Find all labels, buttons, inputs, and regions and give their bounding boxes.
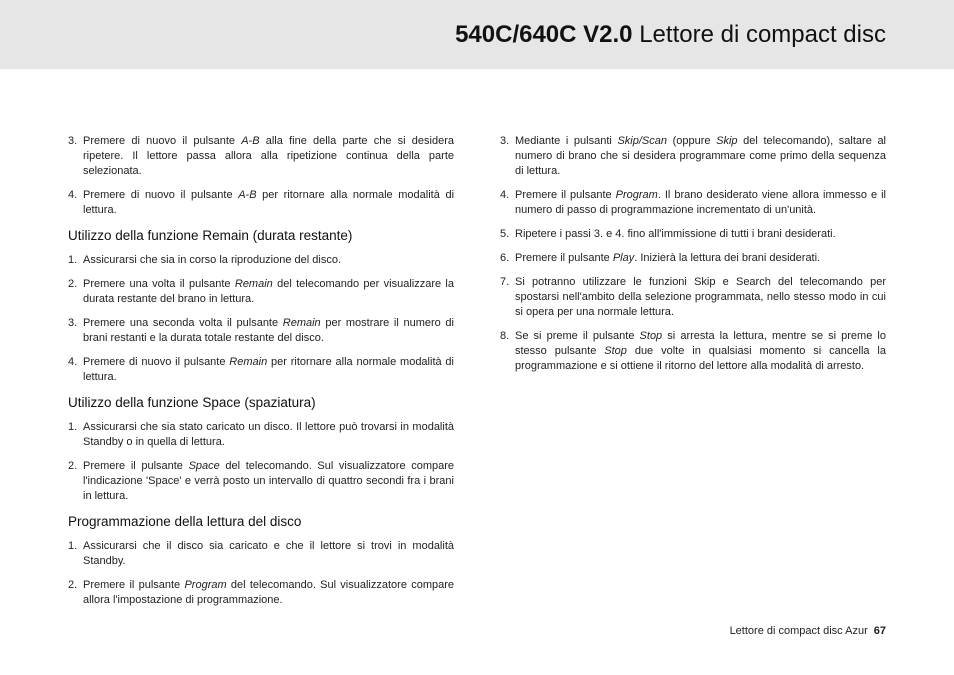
item-text <box>83 420 454 450</box>
title-text: Lettore di compact disc <box>639 21 886 48</box>
text-segment: Assicurarsi che sia in corso la riproduzione del disco. <box>83 254 342 266</box>
button-name: Stop <box>639 330 663 342</box>
button-name: Space <box>188 460 220 472</box>
button-name: Skip/Scan <box>617 135 667 147</box>
text-segment: del telecomando per visualizzare la durata restante del brano in lettura. <box>83 278 454 305</box>
text-segment: Mediante i pulsanti <box>515 135 618 147</box>
list-item <box>68 134 454 179</box>
item-text <box>515 275 886 320</box>
list-item <box>500 227 886 242</box>
item-number: 2. <box>68 460 78 472</box>
item-number: 8. <box>500 330 510 342</box>
list-item <box>68 355 454 385</box>
list-item <box>500 251 886 266</box>
text-segment: Premere il pulsante <box>83 460 189 472</box>
item-text <box>83 355 454 385</box>
item-text <box>515 251 886 266</box>
left-column <box>68 134 454 617</box>
item-number: 1. <box>68 540 78 552</box>
item-number: 2. <box>68 278 78 290</box>
text-segment: Premere di nuovo il pulsante <box>83 356 230 368</box>
button-name: Remain <box>229 356 268 368</box>
text-segment: del telecomando. Sul visualizzatore compare l'indicazione 'Space' e verrà posto un intervallo di quattro secondi fra i brani in lettura. <box>83 460 454 502</box>
button-name: Skip <box>716 135 738 147</box>
text-segment: per ritornare alla normale modalità di lettura. <box>83 189 455 216</box>
list-item <box>68 539 454 569</box>
text-segment: del telecomando. Sul visualizzatore compare allora l'impostazione di programmazione. <box>83 579 455 606</box>
text-segment: Premere di nuovo il pulsante <box>83 189 239 201</box>
list-item <box>500 275 886 320</box>
item-text <box>515 329 886 374</box>
item-number: 2. <box>68 579 78 591</box>
text-segment: Premere una volta il pulsante <box>83 278 235 290</box>
button-name: Remain <box>282 317 321 329</box>
list-item <box>68 316 454 346</box>
list-item <box>68 459 454 504</box>
button-name: Program <box>615 189 658 201</box>
item-number: 1. <box>68 254 78 266</box>
model-name: 540C/640C V2.0 <box>455 21 633 48</box>
section-heading: Programmazione della lettura del disco <box>68 514 302 529</box>
text-segment: Premere il pulsante <box>515 189 616 201</box>
item-text <box>515 134 886 179</box>
text-segment: Premere il pulsante <box>515 252 613 264</box>
item-number: 3. <box>500 135 510 147</box>
item-number: 3. <box>68 135 78 147</box>
text-segment: . Il brano desiderato viene allora immesso e il numero di passo di programmazione incrementato di un'unità. <box>515 189 886 216</box>
page-footer <box>730 624 886 639</box>
item-text <box>83 459 454 504</box>
item-number: 5. <box>500 228 510 240</box>
item-number: 3. <box>68 317 78 329</box>
list-item <box>500 134 886 179</box>
text-segment: per mostrare il numero di brani restanti e la durata totale restante del disco. <box>83 317 454 344</box>
item-text <box>83 539 454 569</box>
item-text <box>83 578 454 608</box>
item-number: 1. <box>68 421 78 433</box>
text-segment: due volte in qualsiasi momento si cancella la programmazione e si ottiene il ritorno del lettore alla modalità di arresto. <box>515 345 886 372</box>
text-segment: Assicurarsi che sia stato caricato un disco. Il lettore può trovarsi in modalità Standby o in quella di lettura. <box>83 421 454 448</box>
item-number: 7. <box>500 276 510 288</box>
item-number: 6. <box>500 252 510 264</box>
section-heading: Utilizzo della funzione Remain (durata restante) <box>68 228 353 243</box>
right-column <box>500 134 886 383</box>
text-segment: Premere il pulsante <box>83 579 185 591</box>
button-name: Remain <box>234 278 273 290</box>
text-segment: Si potranno utilizzare le funzioni Skip e Search del telecomando per spostarsi nell'ambito della selezione programmata, nello stesso modo in cui si opera per una normale lettura. <box>515 276 886 318</box>
item-number: 4. <box>500 189 510 201</box>
text-segment: Premere una seconda volta il pulsante <box>83 317 283 329</box>
button-name: Stop <box>604 345 627 357</box>
text-segment: alla fine della parte che si desidera ripetere. Il lettore passa allora alla ripetizione continua della parte selezionata. <box>83 135 454 177</box>
list-item <box>68 188 454 218</box>
text-segment: si arresta la lettura, mentre se si preme lo stesso pulsante <box>515 330 886 357</box>
footer-text: Lettore di compact disc Azur <box>729 625 868 637</box>
text-segment: Premere di nuovo il pulsante <box>83 135 242 147</box>
item-text <box>83 277 454 307</box>
list-item <box>68 253 454 268</box>
text-segment: Ripetere i passi 3. e 4. fino all'immissione di tutti i brani desiderati. <box>515 228 836 240</box>
text-segment: Assicurarsi che il disco sia caricato e che il lettore si trovi in modalità Standby. <box>83 540 454 567</box>
text-segment: . Inizierà la lettura dei brani desiderati. <box>634 252 821 264</box>
list-item <box>68 277 454 307</box>
text-segment: del telecomando), saltare al numero di brano che si desidera programmare come primo della sequenza di lettura. <box>515 135 886 177</box>
item-text <box>515 188 886 218</box>
item-number: 4. <box>68 356 78 368</box>
page-header <box>0 0 954 69</box>
item-text <box>515 227 886 242</box>
button-name: A-B <box>241 135 260 147</box>
list-item <box>68 420 454 450</box>
page-title <box>455 20 886 50</box>
section-heading: Utilizzo della funzione Space (spaziatura) <box>68 395 316 410</box>
text-segment: (oppure <box>667 135 717 147</box>
item-number: 4. <box>68 189 78 201</box>
page-number: 67 <box>873 625 886 637</box>
item-text <box>83 316 454 346</box>
list-item <box>500 188 886 218</box>
button-name: A-B <box>238 189 257 201</box>
text-segment: per ritornare alla normale modalità di lettura. <box>83 356 454 383</box>
item-text <box>83 253 454 268</box>
item-text <box>83 188 454 218</box>
list-item <box>68 578 454 608</box>
button-name: Program <box>184 579 227 591</box>
item-text <box>83 134 454 179</box>
list-item <box>500 329 886 374</box>
text-segment: Se si preme il pulsante <box>515 330 640 342</box>
button-name: Play <box>612 252 635 264</box>
